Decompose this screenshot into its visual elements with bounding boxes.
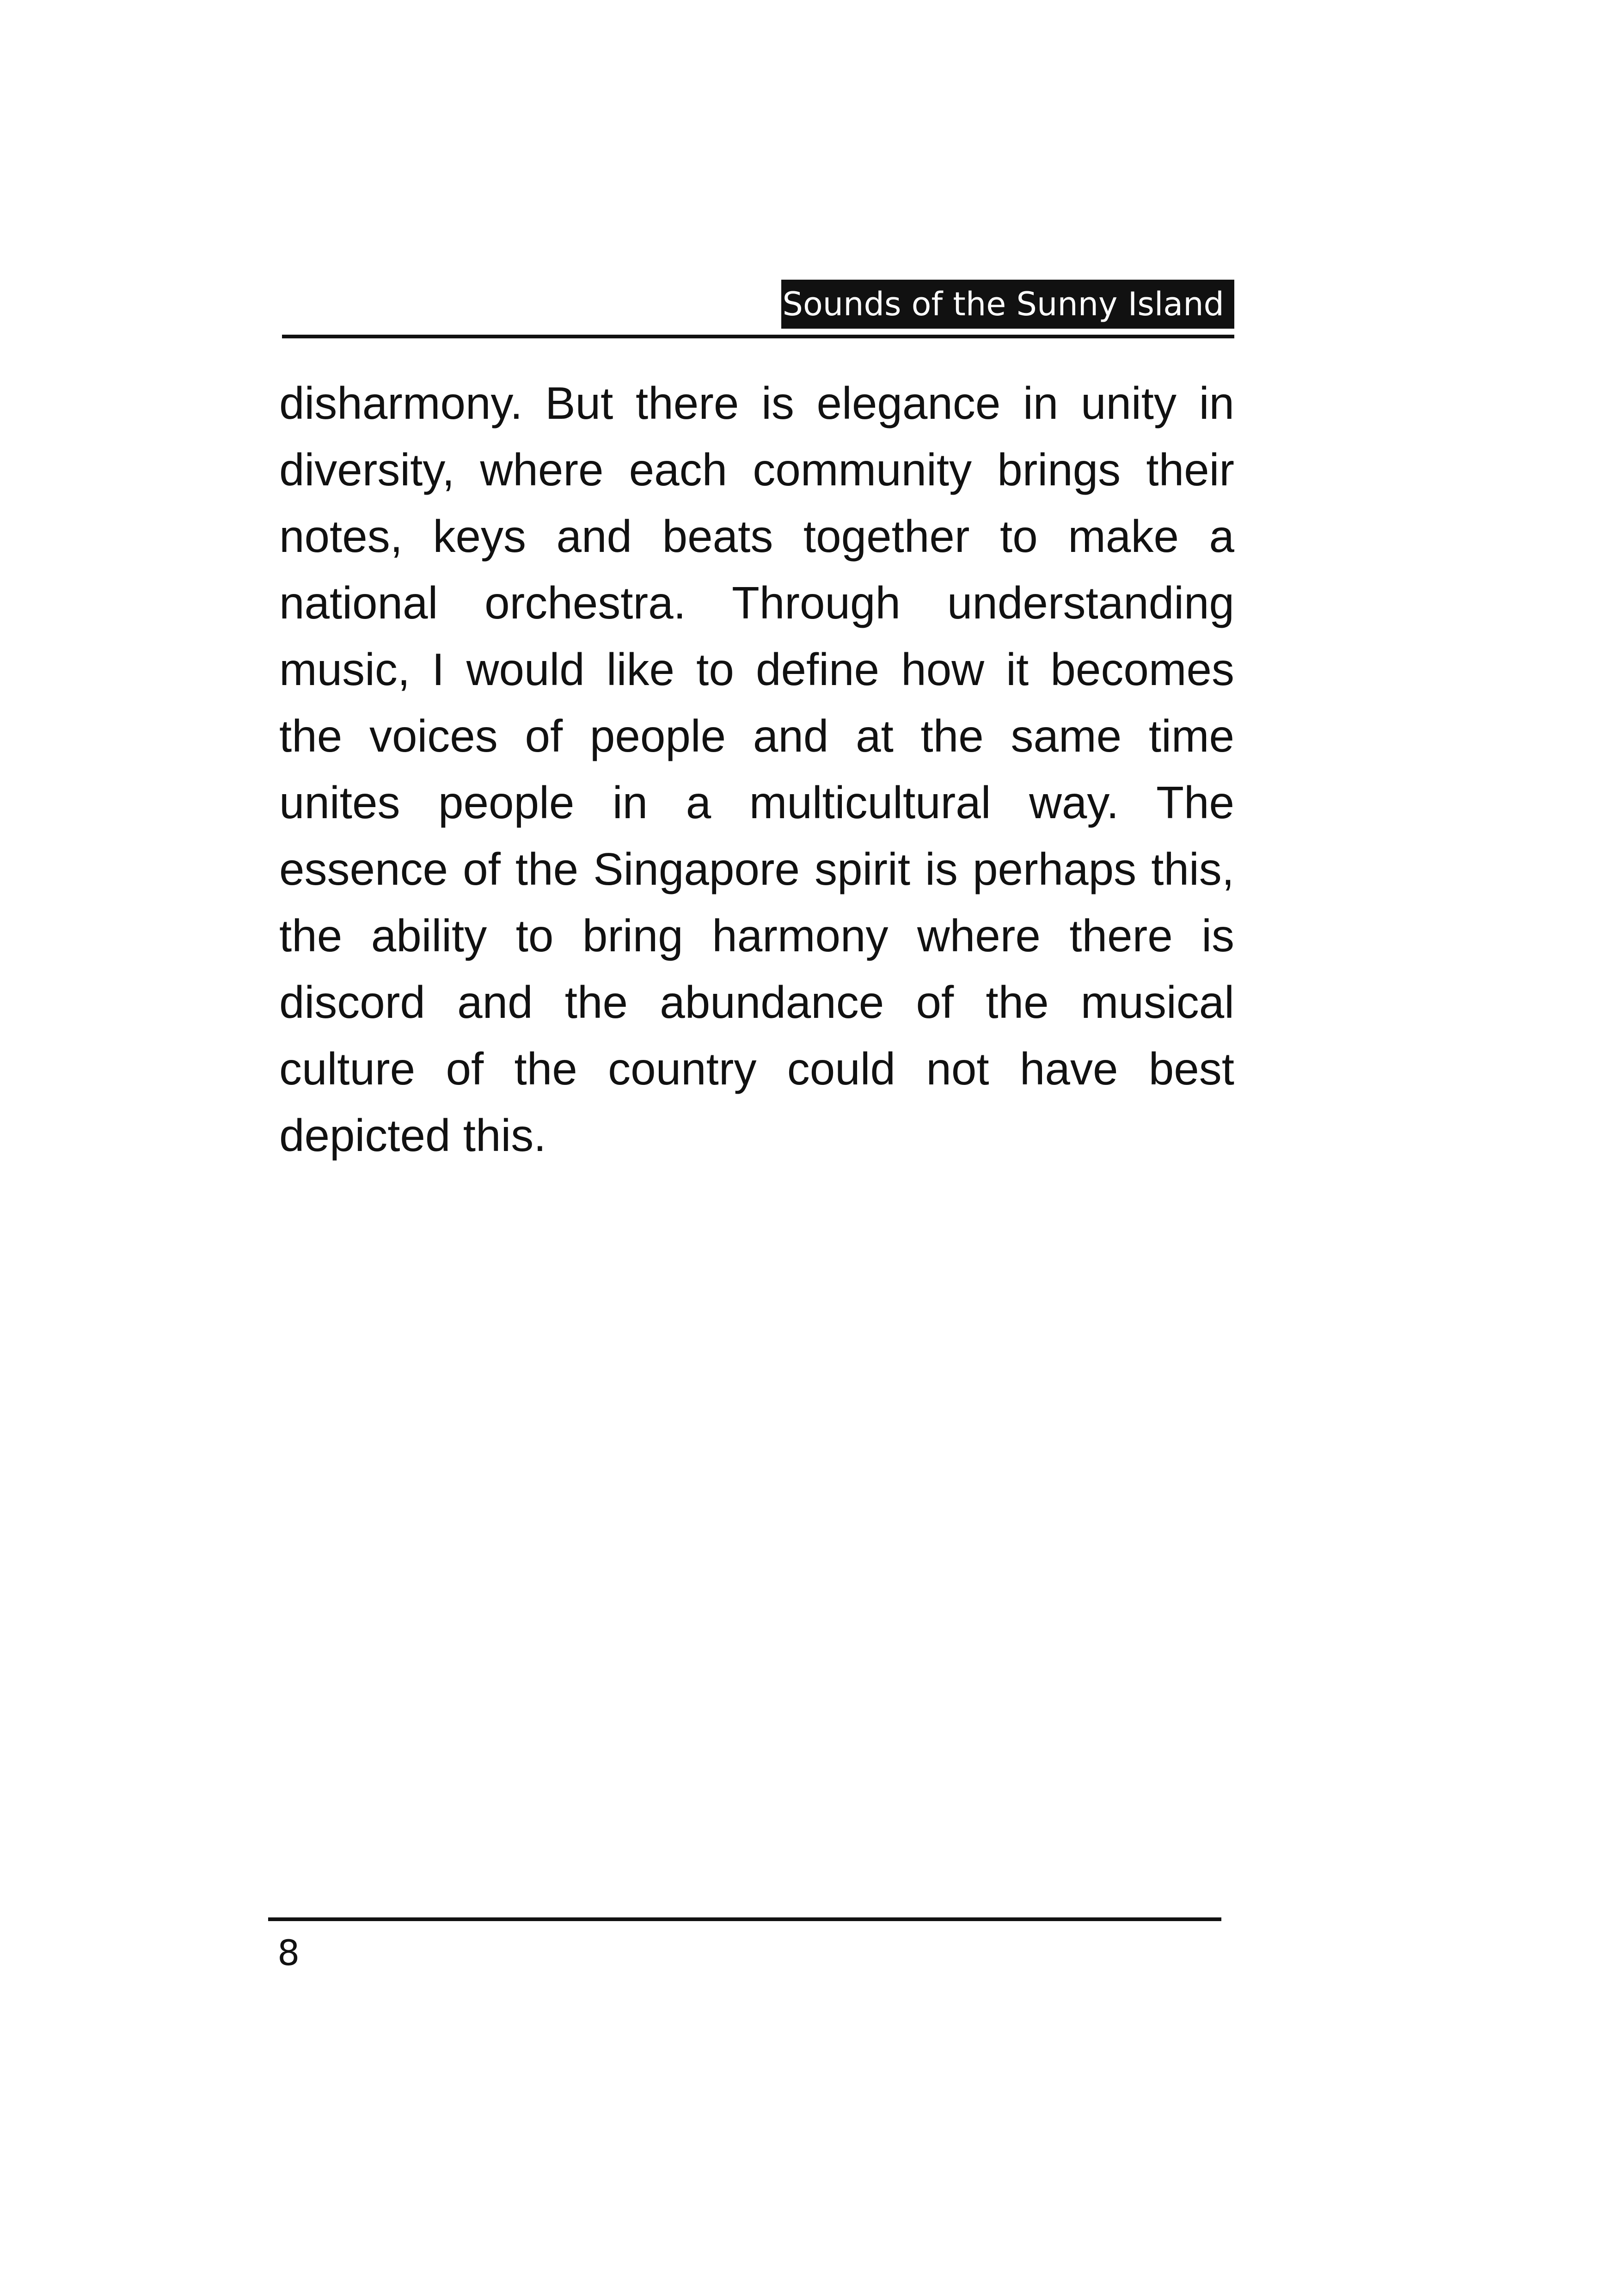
running-header-title: Sounds of the Sunny Island [781, 280, 1234, 329]
page-number: 8 [277, 1932, 300, 1973]
header-rule [282, 335, 1234, 338]
body-paragraph: disharmony. But there is elegance in unity in diversity, where each community brings their notes, keys and beats together to make a national orchestra. Through understanding music, I would like to define how it becomes the voices of people and at the same time unites people in a multicultural way. The essence of the Singapore spirit is perhaps this, the ability to bring harmony where there is discord and the abundance of the musical culture of the country could not have best depicted this. [279, 378, 1234, 1161]
footer-rule [268, 1917, 1221, 1921]
